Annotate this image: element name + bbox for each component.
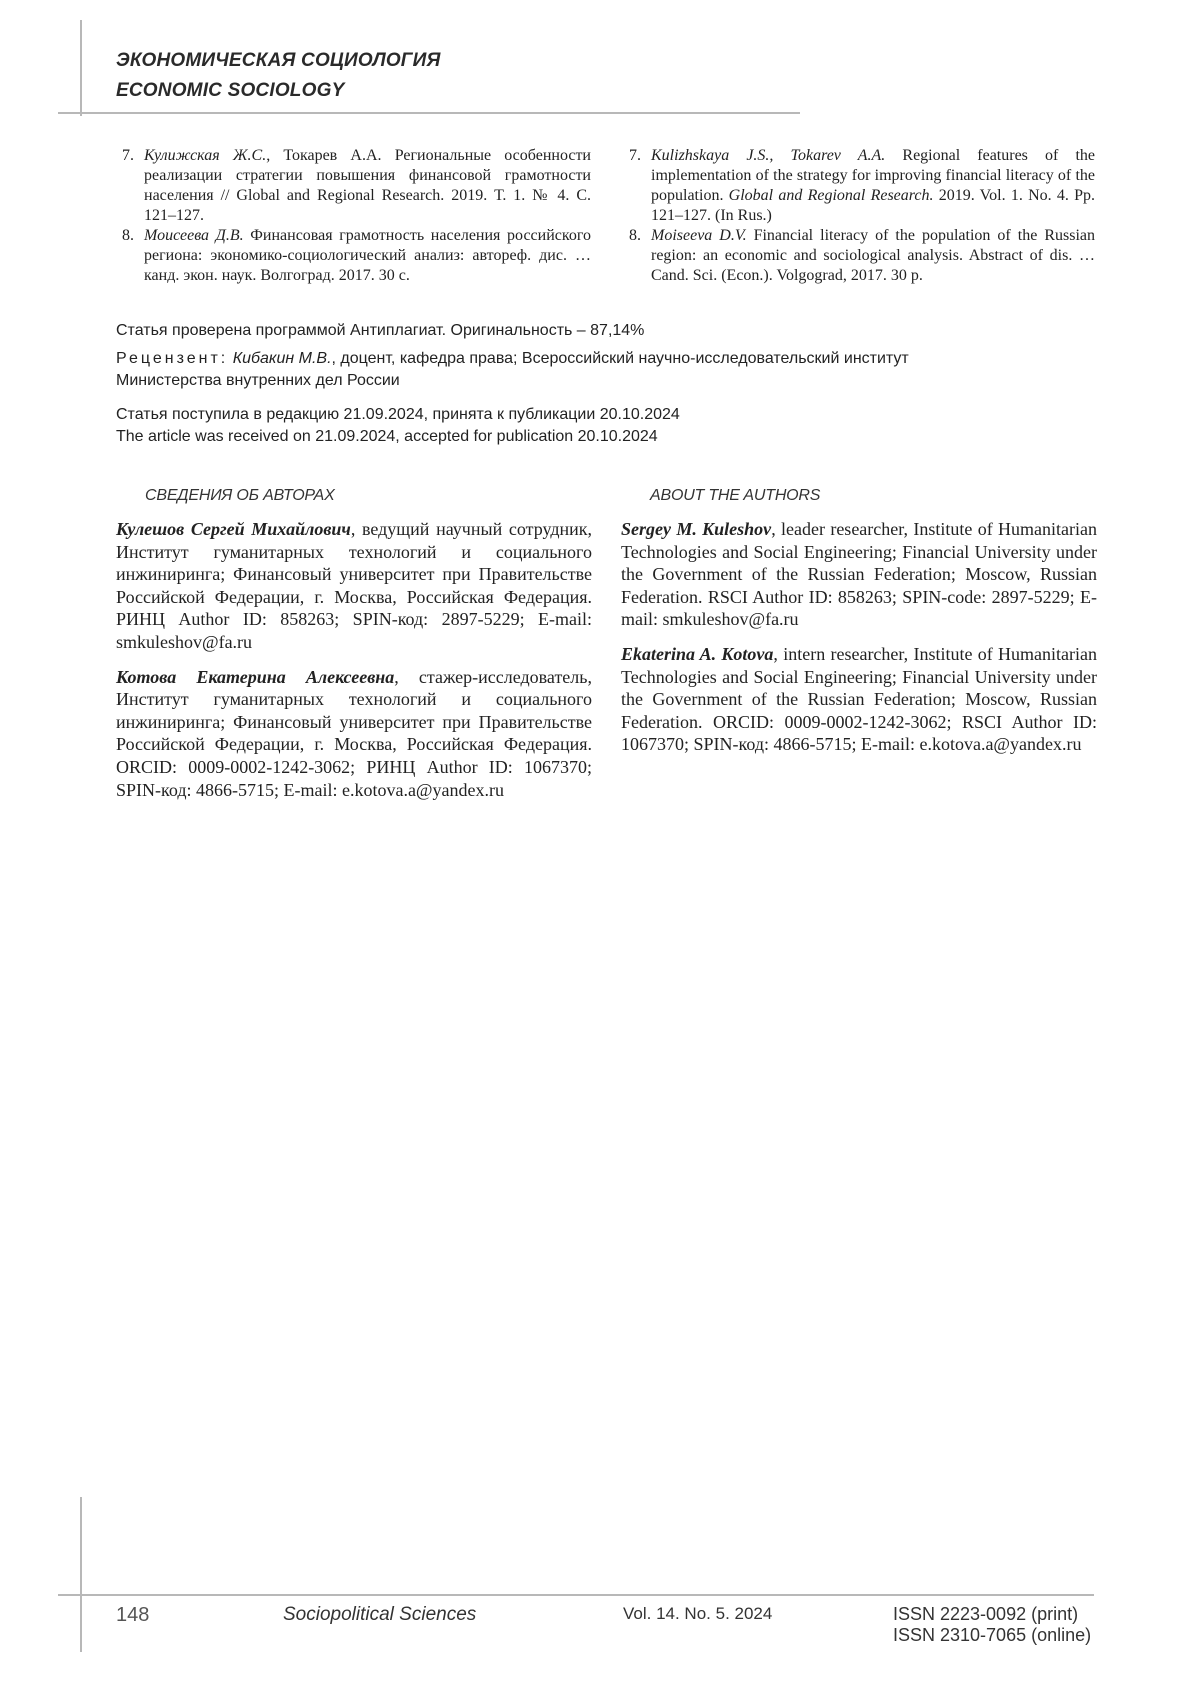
issn-online: ISSN 2310-7065 (online) bbox=[893, 1625, 1092, 1645]
footer-horizontal-rule bbox=[58, 1594, 1094, 1596]
author-name: Ekaterina A. Kotova bbox=[621, 643, 774, 664]
references-en bbox=[625, 146, 1095, 286]
author-name: Котова Екатерина Алексеевна bbox=[116, 666, 395, 687]
reference-item: 8. Moiseeva D.V. Financial literacy of the population of the Russian region: an economic and sociological analysis. Abstract of dis. … Cand. Sci. (Econ.). Volgograd, 2017. 30 p. bbox=[629, 227, 1095, 284]
reviewer-label: Рецензент: bbox=[116, 350, 229, 367]
author-entry: Котова Екатерина Алексеевна, стажер-исследователь, Институт гуманитарных технологий и социального инжиниринга; Финансовый университет при Правительстве Российской Федерации, г. Москва, Российская Федерация. ORCID: 0009-0002-1242-3062; РИНЦ Author ID: 1067370; SPIN-код: 4866-5715; E-mail: e.kotova.a@yandex.ru bbox=[116, 666, 592, 800]
reference-item: 7. Kulizhskaya J.S., Tokarev A.A. Regional features of the implementation of the strategy for improving financial literacy of the population. Global and Regional Research. 2019. Vol. 1. No. 4. Pp. 121–127. (In Rus.) bbox=[629, 147, 1095, 224]
authors-heading-en: ABOUT THE AUTHORS bbox=[650, 487, 821, 504]
received-ru: Статья поступила в редакцию 21.09.2024, принята к публикации 20.10.2024 bbox=[116, 406, 680, 423]
header-horizontal-rule bbox=[58, 112, 800, 114]
top-vertical-rule bbox=[80, 20, 82, 116]
antiplagiat-note: Статья проверена программой Антиплагиат. Оригинальность – 87,14% bbox=[116, 322, 645, 339]
author-entry: Sergey M. Kuleshov, leader researcher, Institute of Humanitarian Technologies and Social Engineering; Financial University under the Government of the Russian Federation; Moscow, Russian Federation. RSCI Author ID: 858263; SPIN-code: 2897-5229; E-mail: smkuleshov@fa.ru bbox=[621, 519, 1097, 630]
reference-item: 8. Моисеева Д.В. Финансовая грамотность населения российского региона: экономико-социологический анализ: автореф. дис. … канд. экон. наук. Волгоград. 2017. 30 с. bbox=[122, 227, 592, 284]
author-entry: Ekaterina A. Kotova, intern researcher, Institute of Humanitarian Technologies and Social Engineering; Financial University under the Government of the Russian Federation; Moscow, Russian Federation. ORCID: 0009-0002-1242-3062; RSCI Author ID: 1067370; SPIN-код: 4866-5715; E-mail: e.kotova.a@yandex.ru bbox=[621, 643, 1097, 755]
authors-heading-ru: СВЕДЕНИЯ ОБ АВТОРАХ bbox=[145, 487, 335, 504]
author-entry: Кулешов Сергей Михайлович, ведущий научный сотрудник, Институт гуманитарных технологий и социального инжиниринга; Финансовый университет при Правительстве Российской Федерации, г. Москва, Российская Федерация. РИНЦ Author ID: 858263; SPIN-код: 2897-5229; E-mail: smkuleshov@fa.ru bbox=[116, 519, 593, 652]
authors-ru bbox=[116, 518, 592, 813]
reviewer-note: Рецензент: Кибакин М.В., доцент, кафедра права; Всероссийский научно-исследовательский институт Министерства внутренних дел России bbox=[116, 350, 909, 389]
received-dates bbox=[116, 404, 1016, 448]
reviewer-name: Кибакин М.В. bbox=[232, 350, 332, 367]
bottom-vertical-rule bbox=[80, 1497, 82, 1652]
page-number: 148 bbox=[116, 1604, 150, 1626]
volume-info: Vol. 14. No. 5. 2024 bbox=[623, 1604, 773, 1623]
authors-en bbox=[621, 518, 1097, 768]
references-ru bbox=[118, 146, 591, 286]
running-header bbox=[116, 46, 816, 106]
issn-block bbox=[893, 1604, 1091, 1646]
author-name: Sergey M. Kuleshov bbox=[621, 519, 772, 539]
author-name: Кулешов Сергей Михайлович bbox=[116, 519, 351, 539]
received-en: The article was received on 21.09.2024, accepted for publication 20.10.2024 bbox=[116, 428, 658, 445]
reference-item: 7. Кулижская Ж.С., Токарев А.А. Региональные особенности реализации стратегии повышения финансовой грамотности населения // Global and Regional Research. 2019. Т. 1. № 4. С. 121–127. bbox=[122, 147, 591, 224]
section-title-ru: ЭКОНОМИЧЕСКАЯ СОЦИОЛОГИЯ bbox=[116, 50, 441, 71]
journal-name: Sociopolitical Sciences bbox=[283, 1604, 477, 1625]
section-title-en: ECONOMIC SOCIOLOGY bbox=[116, 80, 345, 101]
issn-print: ISSN 2223-0092 (print) bbox=[893, 1604, 1079, 1624]
